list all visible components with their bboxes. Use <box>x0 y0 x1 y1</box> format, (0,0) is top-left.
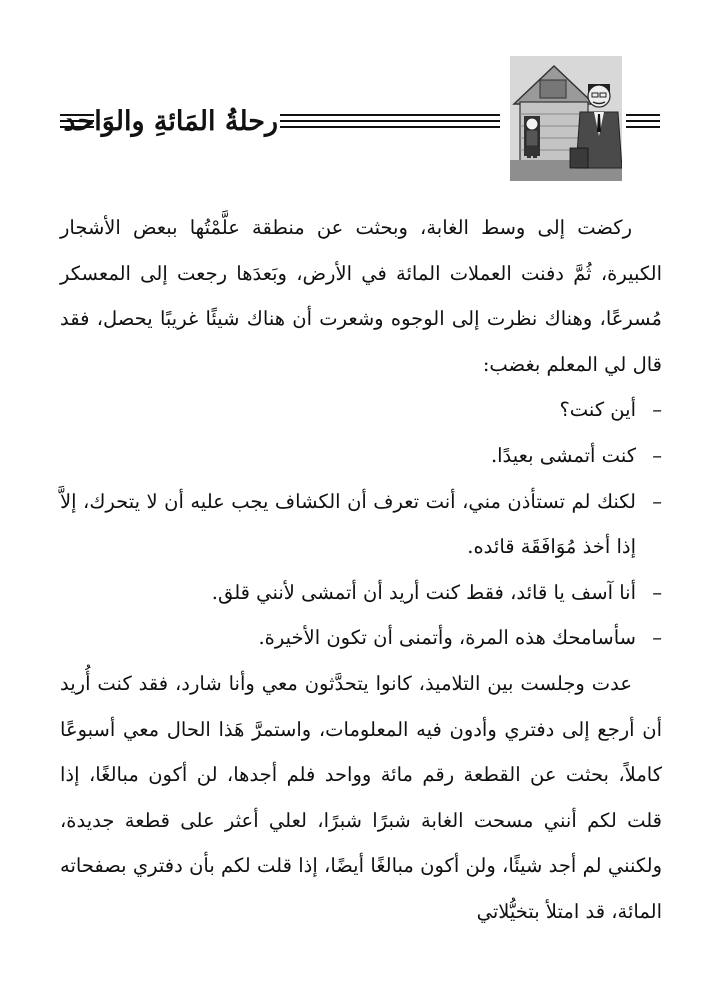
dialogue-line <box>60 615 662 661</box>
dialogue-text: سأسامحك هذه المرة، وأتمنى أن تكون الأخيرة. <box>258 626 636 650</box>
dialogue-line <box>60 387 662 433</box>
dialogue-dash: – <box>652 489 662 513</box>
dialogue-dash: – <box>652 398 662 422</box>
dialogue-text: كنت أتمشى بعيدًا. <box>490 443 636 467</box>
dialogue-line <box>60 570 662 616</box>
story-text <box>60 205 662 995</box>
dialogue-text: لكنك لم تستأذن مني، أنت تعرف أن الكشاف يجب عليه أن لا يتحرك، إلاَّ إذا أخذ مُوَافَقَة قائده. <box>60 489 636 559</box>
chapter-header <box>0 0 720 195</box>
ornament-rule-right <box>626 114 660 128</box>
narration-paragraph: ركضت إلى وسط الغابة، وبحثت عن منطقة علَّمْتُها ببعض الأشجار الكبيرة، ثُمَّ دفنت العملات المائة في الأرض، وبَعدَها رجعت إلى المعسكر مُسرعًا، وهناك نظرت إلى الوجوه وشعرت أن هناك شيئًا غريبًا يحصل، فقد قال لي المعلم بغضب: <box>60 216 662 376</box>
dialogue-text: أين كنت؟ <box>559 398 636 422</box>
dialogue-dash: – <box>652 443 662 467</box>
ornament-rule-middle <box>280 114 500 128</box>
dialogue-dash: – <box>652 626 662 650</box>
narration-paragraph: عدت وجلست بين التلاميذ، كانوا يتحدَّثون معي وأنا شارد، فقد كنت أُريد أن أرجع إلى دفتري وأدون فيه المعلومات، واستمرَّ هَذا الحال معي أسبوعًا كاملاً، بحثت عن القطعة رقم مائة وواحد فلم أجدها، لن أكون مبالغًا، إذا قلت لكم أنني مسحت الغابة شبرًا شبرًا، لعلي أعثر على قطعة جديدة، ولكنني لم أجد شيئًا، ولن أكون مبالغًا أيضًا، إذا قلت لكم بأن دفتري بصفحاته المائة، قد امتلأ بتخيُّلاتي <box>60 671 662 923</box>
chapter-title: رحلةُ المَائةِ والوَاحد <box>63 106 278 137</box>
dialogue-line <box>60 479 662 570</box>
dialogue-line <box>60 433 662 479</box>
chapter-illustration <box>510 56 622 181</box>
dialogue-text: أنا آسف يا قائد، فقط كنت أريد أن أتمشى لأنني قلق. <box>211 580 636 604</box>
dialogue-dash: – <box>652 580 662 604</box>
